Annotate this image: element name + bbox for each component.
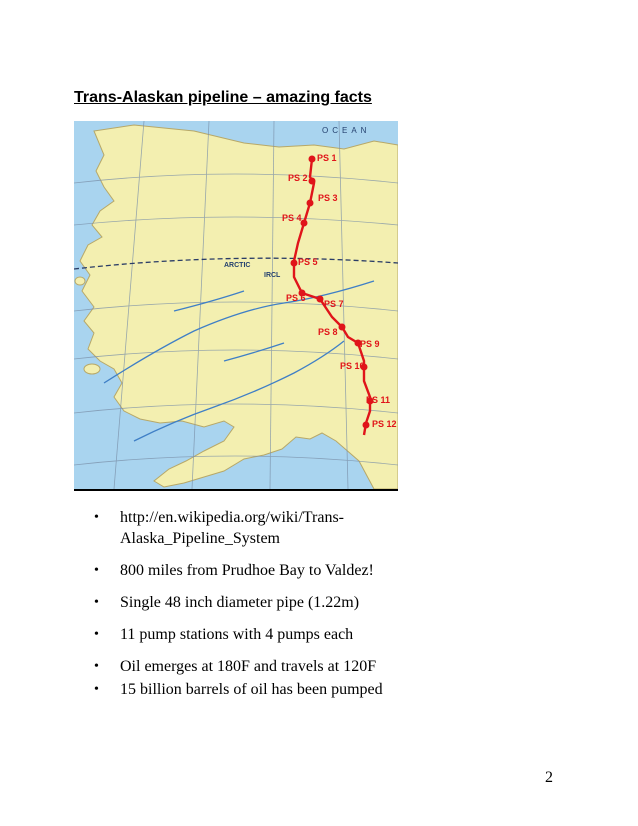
bullet-icon: • [94, 682, 99, 697]
station-label: PS 2 [288, 173, 308, 183]
fact-item [94, 679, 383, 700]
station-marker [307, 200, 314, 207]
fact-text: 800 miles from Prudhoe Bay to Valdez! [120, 562, 374, 579]
station-label: PS 5 [298, 257, 318, 267]
fact-item [94, 592, 383, 613]
circle-label: IRCL [264, 272, 281, 279]
station-label: PS 12 [372, 419, 397, 429]
station-label: PS 1 [317, 153, 337, 163]
page-number: 2 [545, 769, 553, 786]
station-label: PS 11 [366, 395, 391, 405]
station-marker [363, 422, 370, 429]
map-underline [74, 489, 398, 491]
station-marker [291, 260, 298, 267]
fact-item [94, 560, 383, 581]
station-label: PS 4 [282, 213, 302, 223]
station-label: PS 8 [318, 327, 338, 337]
bullet-icon: • [94, 659, 99, 674]
page-title: Trans-Alaskan pipeline – amazing facts [74, 89, 372, 106]
fact-text: 11 pump stations with 4 pumps each [120, 626, 354, 643]
station-label: PS 10 [340, 361, 365, 371]
fact-item [94, 624, 383, 645]
station-marker [317, 296, 324, 303]
bullet-icon: • [94, 627, 99, 642]
ocean-label: OCEAN [322, 126, 371, 135]
station-marker [301, 220, 308, 227]
station-label: PS 6 [286, 293, 306, 303]
wikipedia-link-cont[interactable]: Alaska_Pipeline_System [120, 530, 280, 547]
station-marker [309, 156, 316, 163]
island [84, 364, 100, 374]
facts-list [94, 507, 383, 700]
arctic-label: ARCTIC [224, 262, 251, 269]
bullet-icon: • [94, 563, 99, 578]
station-label: PS 9 [360, 339, 380, 349]
station-marker [309, 178, 316, 185]
fact-text: Single 48 inch diameter pipe (1.22m) [120, 594, 360, 611]
station-marker [339, 324, 346, 331]
map-graphic [74, 121, 398, 489]
island [75, 277, 85, 285]
fact-text: 15 billion barrels of oil has been pumped [120, 681, 383, 698]
bullet-icon: • [94, 595, 99, 610]
fact-item [94, 507, 383, 549]
fact-item [94, 656, 383, 677]
bullet-icon: • [94, 510, 99, 525]
station-label: PS 3 [318, 193, 338, 203]
alaska-pipeline-map [74, 121, 398, 489]
wikipedia-link[interactable]: http://en.wikipedia.org/wiki/Trans- [120, 509, 344, 526]
fact-text: Oil emerges at 180F and travels at 120F [120, 658, 377, 675]
station-label: PS 7 [324, 299, 344, 309]
